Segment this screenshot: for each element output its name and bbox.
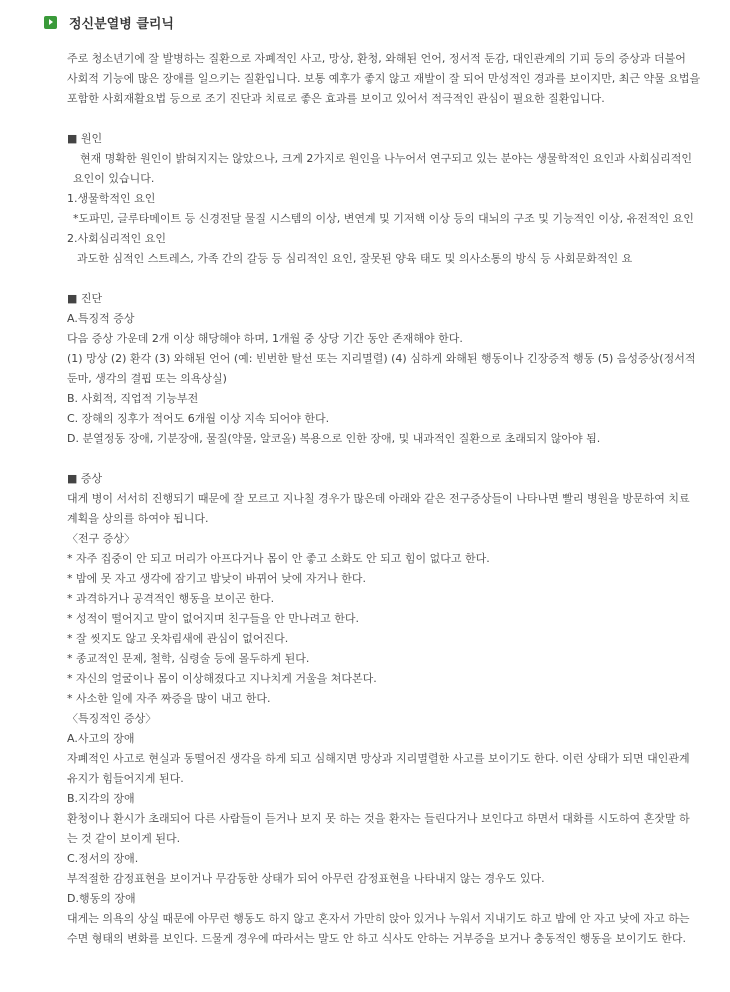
diagnosis-text: 다음 증상 가운데 2개 이상 해당해야 하며, 1개월 중 상당 기간 동안 존재해야 한다. [67,332,463,345]
symptoms-text: 대게는 의욕의 상실 때문에 아무런 행동도 하지 않고 혼자서 가만히 앉아 있거나 누워서 지내기도 하고 밤에 안 자고 낮에 자고 하는 [67,912,690,925]
spacer [67,449,707,469]
symptom-item: * 잘 씻지도 않고 옷차림새에 관심이 없어진다. [67,632,289,645]
cause-text: 현재 명확한 원인이 밝혀지지는 않았으나, 크게 2가지로 원인을 나누어서 연구되고 있는 분야는 생물학적인 요인과 사회심리적인 [80,152,692,165]
section-heading-cause: ■ 원인 [67,132,103,145]
arrow-bullet-icon [44,16,57,29]
diagnosis-text: B. 사회적, 직업적 기능부전 [67,392,199,405]
article-body [67,49,707,949]
spacer [67,269,707,289]
cause-subheading: 1.생물학적인 요인 [67,192,156,205]
symptoms-text: 는 것 같이 보이게 된다. [67,832,181,845]
symptom-item: * 성적이 떨어지고 말이 없어지며 친구들을 안 만나려고 한다. [67,612,359,625]
symptoms-subheading: D.행동의 장애 [67,892,136,905]
symptoms-text: 계획을 상의를 하여야 됩니다. [67,512,209,525]
page-title: 정신분열병 클리닉 [69,16,174,32]
intro-text: 사회적 기능에 많은 장애를 일으키는 질환입니다. 보통 예후가 좋지 않고 재발이 잘 되어 만성적인 경과를 보이지만, 최근 약물 요법을 [67,72,701,85]
cause-text: 과도한 심적인 스트레스, 가족 간의 갈등 등 심리적인 요인, 잘못된 양육 태도 및 의사소통의 방식 등 사회문화적인 요 [77,252,633,265]
diagnosis-text: (1) 망상 (2) 환각 (3) 와해된 언어 (예: 빈번한 탈선 또는 지리멸렬) (4) 심하게 와해된 행동이나 긴장증적 행동 (5) 음성증상(정서적 [67,352,696,365]
intro-text: 주로 청소년기에 잘 발병하는 질환으로 자폐적인 사고, 망상, 환청, 와해된 언어, 정서적 둔감, 대인관계의 기피 등의 증상과 더불어 [67,52,686,65]
symptoms-text: 환청이나 환시가 초래되어 다른 사람들이 듣거나 보지 못 하는 것을 환자는 들린다거나 보인다고 하면서 대화를 시도하여 혼잣말 하 [67,812,690,825]
symptom-item: * 사소한 일에 자주 짜증을 많이 내고 한다. [67,692,271,705]
symptom-item: * 자주 집중이 안 되고 머리가 아프다거나 몸이 안 좋고 소화도 안 되고 힘이 없다고 한다. [67,552,490,565]
symptoms-subheading: 〈전구 증상〉 [67,532,136,545]
diagnosis-text: D. 분열정동 장애, 기분장애, 물질(약물, 알코올) 복용으로 인한 장애, 및 내과적인 질환으로 초래되지 않아야 됨. [67,432,601,445]
symptoms-text: 부적절한 감정표현을 보이거나 무감동한 상태가 되어 아무런 감정표현을 나타내지 않는 경우도 있다. [67,872,545,885]
diagnosis-text: 둔마, 생각의 결핍 또는 의욕상실) [67,372,227,385]
diagnosis-text: C. 장해의 징후가 적어도 6개월 이상 지속 되어야 한다. [67,412,330,425]
symptoms-subheading: A.사고의 장애 [67,732,135,745]
symptom-item: * 자신의 얼굴이나 몸이 이상해졌다고 지나치게 거울을 쳐다본다. [67,672,377,685]
section-header [44,12,174,32]
intro-text: 포함한 사회재활요법 등으로 조기 진단과 치료로 좋은 효과를 보이고 있어서 적극적인 관심이 필요한 질환입니다. [67,92,605,105]
cause-subheading: 2.사회심리적인 요인 [67,232,166,245]
symptom-item: * 종교적인 문제, 철학, 심령술 등에 몰두하게 된다. [67,652,310,665]
symptoms-text: 자폐적인 사고로 현실과 동떨어진 생각을 하게 되고 심해지면 망상과 지리멸렬한 사고를 보이기도 한다. 이런 상태가 되면 대인관계 [67,752,690,765]
section-heading-symptoms: ■ 증상 [67,472,103,485]
diagnosis-subheading: A.특징적 증상 [67,312,135,325]
cause-text: 요인이 있습니다. [73,172,155,185]
symptoms-subheading: 〈특징적인 증상〉 [67,712,157,725]
spacer [67,109,707,129]
symptoms-text: 유지가 힘들어지게 된다. [67,772,184,785]
symptom-item: * 밤에 못 자고 생각에 잠기고 밤낮이 바뀌어 낮에 자거나 한다. [67,572,366,585]
symptom-item: * 과격하거나 공격적인 행동을 보이곤 한다. [67,592,275,605]
symptoms-text: 대게 병이 서서히 진행되기 때문에 잘 모르고 지나칠 경우가 많은데 아래와 같은 전구증상들이 나타나면 빨리 병원을 방문하여 치료 [67,492,690,505]
symptoms-subheading: B.지각의 장애 [67,792,135,805]
section-heading-diagnosis: ■ 진단 [67,292,103,305]
symptoms-text: 수면 형태의 변화를 보인다. 드물게 경우에 따라서는 말도 안 하고 식사도 안하는 거부증을 보거나 충동적인 행동을 보이기도 한다. [67,932,686,945]
symptoms-subheading: C.정서의 장애. [67,852,139,865]
cause-text: *도파민, 글루타메이트 등 신경전달 물질 시스템의 이상, 변연계 및 기저핵 이상 등의 대뇌의 구조 및 기능적인 이상, 유전적인 요인 [73,212,694,225]
